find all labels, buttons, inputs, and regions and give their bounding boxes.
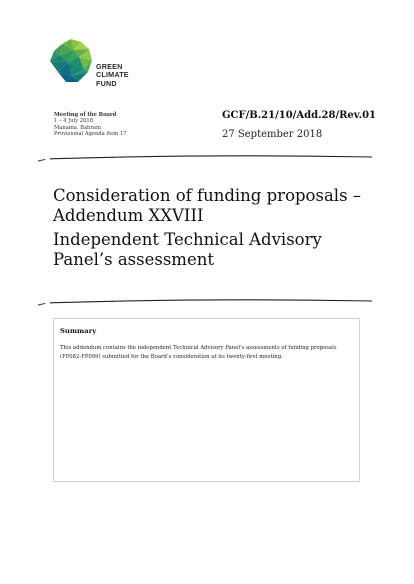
document-reference bbox=[222, 110, 376, 140]
logo-line-3: FUND bbox=[96, 78, 117, 88]
logo-line-2: CLIMATE bbox=[96, 70, 129, 80]
gcf-logo bbox=[48, 38, 144, 94]
summary-body: This addendum contains the independent Technical Advisory Panel’s assessments of funding proposals (FP082-FP099) submitted for the Board’s consideration at its twenty-first meeting. bbox=[60, 345, 337, 360]
summary-box bbox=[53, 318, 360, 482]
meeting-title: Meeting of the Board bbox=[54, 112, 117, 118]
main-title: Consideration of funding proposals – Addendum XXVIII bbox=[53, 186, 362, 225]
summary-heading: Summary bbox=[60, 327, 97, 335]
globe-logo-icon bbox=[48, 38, 94, 84]
meeting-dates: 1 – 4 July 2018 bbox=[54, 118, 94, 125]
logo-line-1: GREEN bbox=[96, 62, 123, 71]
document-date: 27 September 2018 bbox=[222, 129, 323, 140]
top-divider bbox=[36, 152, 376, 164]
bottom-divider bbox=[36, 296, 376, 308]
meeting-info bbox=[54, 112, 126, 138]
subtitle: Independent Technical Advisory Panel’s assessment bbox=[53, 230, 322, 269]
document-titles bbox=[53, 186, 383, 270]
meeting-location: Manama, Bahrain bbox=[54, 124, 101, 131]
logo-wordmark bbox=[96, 63, 129, 88]
document-number: GCF/B.21/10/Add.28/Rev.01 bbox=[222, 110, 376, 121]
agenda-item: Provisional Agenda item 17 bbox=[54, 131, 127, 138]
